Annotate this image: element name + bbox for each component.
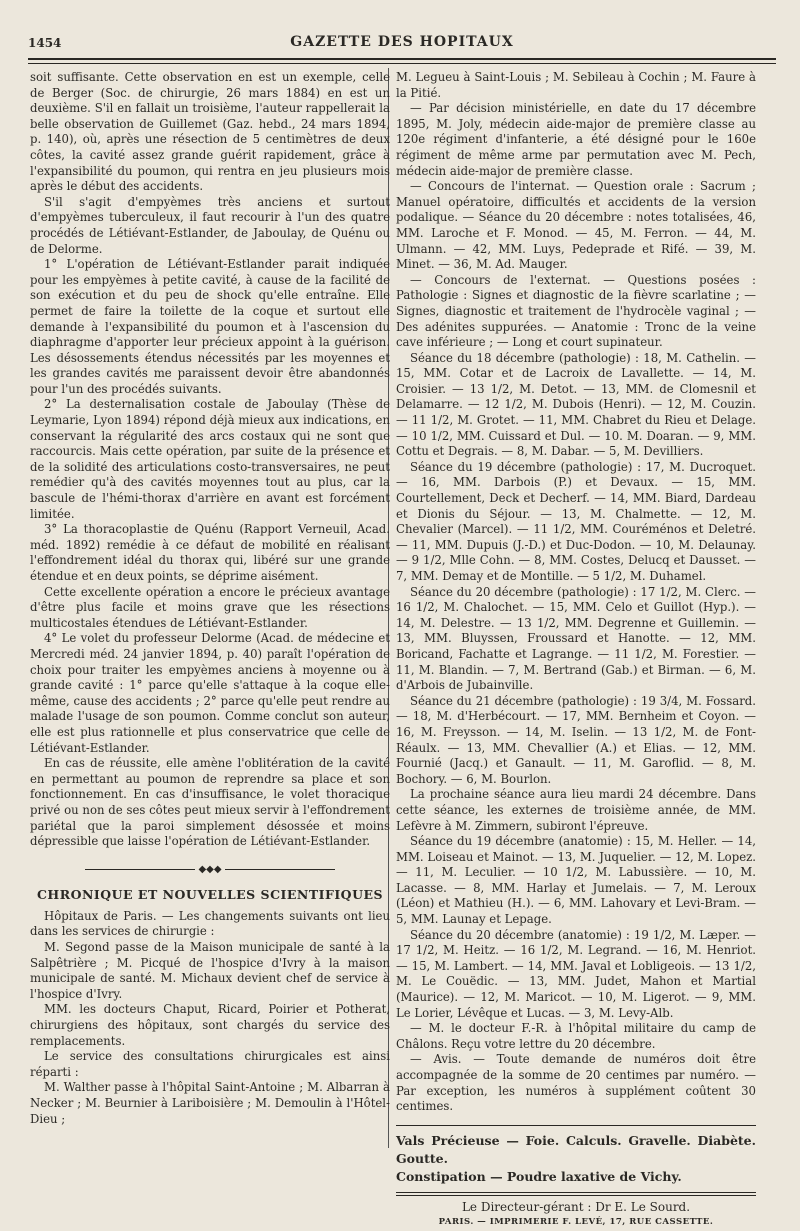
left-column	[30, 70, 390, 1127]
printer-imprint: PARIS. — IMPRIMERIE F. LEVÉ, 17, RUE CASSETTE.	[438, 1217, 714, 1228]
page-number: 1454	[28, 36, 62, 50]
header-rule	[28, 58, 776, 60]
news-paragraph: — M. le docteur F.-R. à l'hôpital militaire du camp de Châlons. Reçu votre lettre du 20 décembre.	[396, 1021, 756, 1051]
paragraph: 3° La thoracoplastie de Quénu (Rapport Verneuil, Acad. méd. 1892) remédie à ce défaut de mobilité en réalisant l'effondrement idéal du thorax qui, libéré sur une grande étendue et en deux points, se déprime aisément.	[30, 522, 390, 583]
advertisement-constipation: Constipation — Poudre laxative de Vichy.	[396, 1168, 682, 1184]
paragraph: 4° Le volet du professeur Delorme (Acad. de médecine et Mercredi méd. 24 janvier 1894, p. 40) paraît l'opération de choix pour traiter les empyèmes anciens à moyenne ou à grande cavité : 1° parce qu'elle s'attaque à la coque elle-même, cause des accidents ; 2° parce qu'elle peut rendre au malade l'usage de son poumon. Comme conclut son auteur, elle est plus rationnelle et plus conservatrice que celle de Létiévant-Estlander.	[30, 631, 390, 755]
news-paragraph: Séance du 21 décembre (pathologie) : 19 3/4, M. Fossard. — 18, M. d'Herbécourt. — 17, MM. Bernheim et Coyon. — 16, M. Freysson. — 14, M. Iselin. — 13 1/2, M. de Font-Réaulx. — 13, MM. Chevallier (A.) et Elias. — 12, MM. Fournié (Jacq.) et Ganault. — 11, M. Garoflid. — 8, M. Bochory. — 6, M. Bourlon.	[396, 693, 756, 786]
news-paragraph: Le service des consultations chirurgicales est ainsi réparti :	[30, 1049, 390, 1079]
news-paragraph: Séance du 20 décembre (anatomie) : 19 1/2, M. Læper. — 17 1/2, M. Heitz. — 16 1/2, M. Legrand. — 16, M. Henriot. — 15, M. Lambert. — 14, MM. Javal et Lobligeois. — 13 1/2, M. Le Couëdic. — 13, MM. Judet, Mahon et Martial (Maurice). — 12, M. Maricot. — 10, M. Ligerot. — 9, MM. Le Lorier, Lévêque et Lucas. — 3, M. Levy-Alb.	[396, 927, 756, 1020]
news-paragraph: MM. les docteurs Chaput, Ricard, Poirier et Potherat, chirurgiens des hôpitaux, sont chargés du service des remplacements.	[30, 1002, 390, 1048]
ads-rule	[396, 1125, 756, 1126]
news-paragraph: — Concours de l'externat. — Questions posées : Pathologie : Signes et diagnostic de la fièvre scarlatine ; — Signes, diagnostic et traitement de l'hydrocèle vaginal ; — Des adénites suppurées. — Anatomie : Tronc de la veine cave inférieure ; — Long et court supinateur.	[396, 272, 756, 350]
director-signature: Le Directeur-gérant : Dr E. Le Sourd.	[461, 1199, 691, 1214]
advertisement-vals: Vals Précieuse — Foie. Calculs. Gravelle. Diabète. Goutte.	[396, 1132, 756, 1166]
news-paragraph: La prochaine séance aura lieu mardi 24 décembre. Dans cette séance, les externes de troisième année, de MM. Lefèvre à M. Zimmern, subiront l'épreuve.	[396, 787, 756, 833]
right-column	[396, 70, 756, 1231]
news-paragraph: Hôpitaux de Paris. — Les changements suivants ont lieu dans les services de chirurgie :	[30, 908, 390, 939]
journal-title: GAZETTE DES HOPITAUX	[290, 34, 514, 50]
news-paragraph: — Concours de l'internat. — Question orale : Sacrum ; Manuel opératoire, difficultés et accidents de la version podalique. — Séance du 20 décembre : notes totalisées, 46, MM. Laroche et F. Monod. — 45, M. Ferron. — 44, M. Ulmann. — 42, MM. Luys, Pedeprade et Rifé. — 39, M. Minet. — 36, M. Ad. Mauger.	[396, 179, 756, 272]
news-paragraph: Séance du 19 décembre (anatomie) : 15, M. Heller. — 14, MM. Loiseau et Mainot. — 13, M. Juquelier. — 12, M. Lopez. — 11, M. Leculier. — 10 1/2, M. Labussière. — 10, M. Lacasse. — 8, MM. Harlay et Jumelais. — 7, M. Leroux (Léon) et Mathieu (H.). — 6, MM. Lahovary et Levi-Bram. — 5, MM. Launay et Lepage.	[396, 834, 756, 927]
section-title: CHRONIQUE ET NOUVELLES SCIENTIFIQUES	[36, 887, 384, 903]
paragraph: soit suffisante. Cette observation en est un exemple, celle de Berger (Soc. de chirurgie, 26 mars 1884) en est un deuxième. S'il en fallait un troisième, l'auteur rappellerait la belle observation de Guillemet (Gaz. hebd., 24 mars 1894, p. 140), où, après une résection de 5 centimètres de deux côtes, la cavité assez grande guérit rapidement, grâce à l'expansibilité du poumon, qui rentra en jeu plusieurs mois après le début des accidents.	[30, 70, 390, 194]
news-paragraph: Séance du 20 décembre (pathologie) : 17 1/2, M. Clerc. — 16 1/2, M. Chalochet. — 15, MM. Celo et Guillot (Hyp.). — 14, M. Delestre. — 13 1/2, MM. Degrenne et Guillemin. — 13, MM. Bluyssen, Froussard et Hanotte. — 12, MM. Boricand, Fachatte et Lagrange. — 11 1/2, M. Forestier. — 11, M. Blandin. — 7, M. Bertrand (Gab.) et Birman. — 6, M. d'Arbois de Jubainville.	[396, 584, 756, 693]
page-header	[28, 28, 776, 58]
news-paragraph: Séance du 19 décembre (pathologie) : 17, M. Ducroquet. — 16, MM. Darbois (P.) et Devaux. — 15, MM. Courtellement, Deck et Decherf. — 14, MM. Biard, Dardeau et Dionis du Séjour. — 13, M. Chalmette. — 12, M. Chevalier (Marcel). — 11 1/2, MM. Couréménos et Deletré. — 11, MM. Dupuis (J.-D.) et Duc-Dodon. — 10, M. Delaunay. — 9 1/2, Mlle Cohn. — 8, MM. Costes, Delucq et Dausset. — 7, MM. Demay et de Montille. — 5 1/2, M. Duhamel.	[396, 459, 756, 583]
paragraph: Cette excellente opération a encore le précieux avantage d'être plus facile et moins grave que les résections multicostales étendues de Létiévant-Estlander.	[30, 584, 390, 630]
news-paragraph: M. Segond passe de la Maison municipale de santé à la Salpêtrière ; M. Picqué de l'hospice d'Ivry à la maison municipale de santé. M. Michaux devient chef de service à l'hospice d'Ivry.	[30, 940, 390, 1001]
section-ornament: ◆◆◆	[30, 862, 390, 878]
paragraph: 1° L'opération de Létiévant-Estlander parait indiquée pour les empyèmes à petite cavité, à cause de la facilité de son exécution et du peu de shock qu'elle entraîne. Elle permet de faire la toilette de la coque et surtout elle demande à l'expansibilité du poumon et à l'ascension du diaphragme d'apporter leur précieux appoint à la guérison. Les désossements étendus nécessités par les moyennes et les grandes cavités me paraissent devoir être abandonnés pour l'un des procédés suivants.	[30, 257, 390, 396]
news-paragraph: Séance du 18 décembre (pathologie) : 18, M. Cathelin. — 15, MM. Cotar et de Lacroix de Lavallette. — 14, M. Croisier. — 13 1/2, M. Detot. — 13, MM. de Clomesnil et Delamarre. — 12 1/2, M. Dubois (Henri). — 12, M. Couzin. — 11 1/2, M. Grotet. — 11, MM. Chabret du Rieu et Delage. — 10 1/2, MM. Cuissard et Dul. — 10. M. Doaran. — 9, MM. Cottu et Degrais. — 8, M. Dabar. — 5, M. Devilliers.	[396, 350, 756, 459]
signature-rule	[396, 1192, 756, 1196]
paragraph: 2° La desternalisation costale de Jaboulay (Thèse de Leymarie, Lyon 1894) répond déjà mieux aux indications, en conservant la régularité des arcs costaux qui ne sont que raccourcis. Mais cette opération, par suite de la présence et de la solidité des articulations costo-transversaires, ne peut remédier qu'à des cavités moyennes tout au plus, car la bascule de l'hémi-thorax d'arrière en avant est forcément limitée.	[30, 397, 390, 521]
paragraph: En cas de réussite, elle amène l'oblitération de la cavité en permettant au poumon de reprendre sa place et son fonctionnement. En cas d'insuffisance, le volet thoracique privé ou non de ses côtes peut mieux servir à l'effondrement pariétal que la paroi simplement désossée et moins dépressible que laisse l'opération de Létiévant-Estlander.	[30, 756, 390, 849]
news-paragraph: M. Walther passe à l'hôpital Saint-Antoine ; M. Albarran à Necker ; M. Beurnier à Lariboisière ; M. Demoulin à l'Hôtel-Dieu ;	[30, 1080, 390, 1126]
paragraph: S'il s'agit d'empyèmes très anciens et surtout d'empyèmes tuberculeux, il faut recourir à l'un des quatre procédés de Létiévant-Estlander, de Jaboulay, de Quénu ou de Delorme.	[30, 194, 390, 256]
news-paragraph: — Avis. — Toute demande de numéros doit être accompagnée de la somme de 20 centimes par numéro. — Par exception, les numéros à supplément coûtent 30 centimes.	[396, 1052, 756, 1114]
header-rule-thin	[28, 63, 776, 64]
news-paragraph: M. Legueu à Saint-Louis ; M. Sebileau à Cochin ; M. Faure à la Pitié.	[396, 70, 756, 100]
news-paragraph: — Par décision ministérielle, en date du 17 décembre 1895, M. Joly, médecin aide-major de première classe au 120e régiment d'infanterie, a été désigné pour le 160e régiment de même arme par permutation avec M. Pech, médecin aide-major de première classe.	[396, 101, 756, 178]
